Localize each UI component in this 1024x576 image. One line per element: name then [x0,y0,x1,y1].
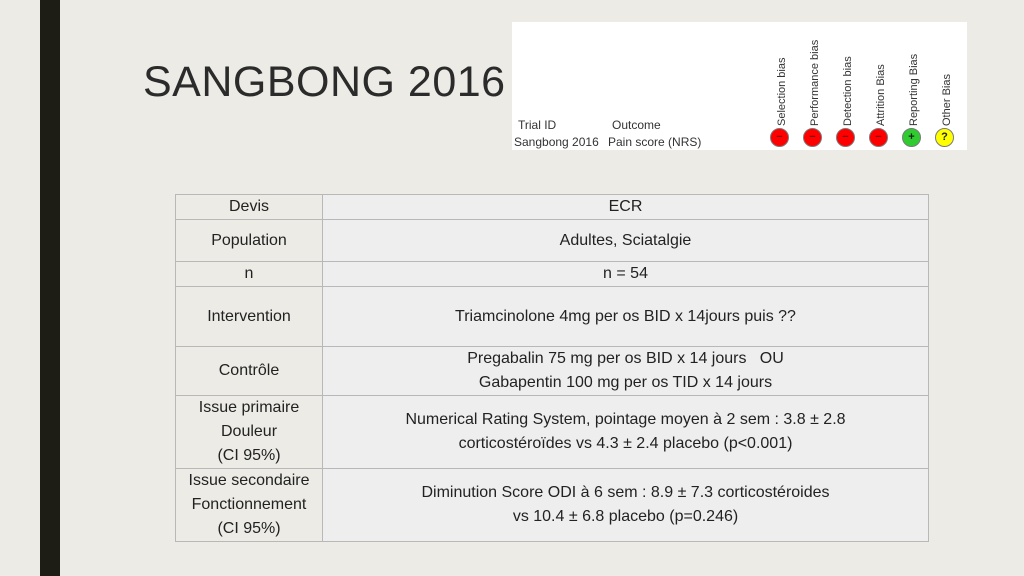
study-summary-table [175,194,929,542]
rob-domain-label: Detection bias [842,56,854,126]
slide-title: SANGBONG 2016 [143,58,506,106]
issue-primaire-label-2: Douleur [220,423,278,440]
table-row [176,396,929,469]
row-value-issue-primaire [323,396,929,469]
table-row [176,347,929,396]
issue-secondaire-label-1: Issue secondaire [188,472,310,489]
row-label-population: Population [176,220,323,262]
row-value-controle [323,347,929,396]
row-label-intervention: Intervention [176,287,323,347]
rob-judgement-circle: − [836,128,855,147]
issue-secondaire-value-1: Diminution Score ODI à 6 sem : 8.9 ± 7.3 corticostéroides [421,484,830,501]
rob-judgement-circle: − [869,128,888,147]
controle-line-2: Gabapentin 100 mg per os TID x 14 jours [478,374,773,391]
row-value-n: n = 54 [323,262,929,287]
table-row [176,287,929,347]
table-row [176,469,929,542]
rob-judgement-circle: + [902,128,921,147]
rob-domain-label: Other Bias [941,74,953,126]
row-value-intervention: Triamcinolone 4mg per os BID x 14jours puis ?? [323,287,929,347]
rob-domain-label: Selection bias [776,57,788,126]
row-label-n: n [176,262,323,287]
row-label-issue-primaire [176,396,323,469]
rob-judgement-circle: ? [935,128,954,147]
rob-outcome-header: Outcome [612,118,661,132]
rob-domain-label: Attrition Bias [875,64,887,126]
issue-secondaire-label-3: (CI 95%) [217,520,281,537]
left-accent-bar [40,0,60,576]
issue-primaire-value-2: corticostéroïdes vs 4.3 ± 2.4 placebo (p<0.001) [458,435,793,452]
rob-trial-id-header: Trial ID [518,118,557,132]
rob-judgement-circle: − [803,128,822,147]
row-label-controle: Contrôle [176,347,323,396]
issue-primaire-label-3: (CI 95%) [217,447,281,464]
rob-domain-label: Reporting Bias [908,53,920,126]
risk-of-bias-panel [512,22,967,150]
controle-line-1: Pregabalin 75 mg per os BID x 14 jours OU [467,350,784,367]
row-label-issue-secondaire [176,469,323,542]
issue-primaire-value-1: Numerical Rating System, pointage moyen à 2 sem : 3.8 ± 2.8 [405,411,846,428]
issue-primaire-label-1: Issue primaire [198,399,300,416]
rob-domain-label: Performance bias [809,39,821,126]
row-value-devis: ECR [323,195,929,220]
rob-judgement-circle: − [770,128,789,147]
table-row [176,220,929,262]
rob-outcome-name: Pain score (NRS) [608,135,702,149]
issue-secondaire-label-2: Fonctionnement [191,496,307,513]
rob-trial-name: Sangbong 2016 [514,135,599,149]
row-value-population: Adultes, Sciatalgie [323,220,929,262]
row-value-issue-secondaire [323,469,929,542]
table-row [176,262,929,287]
issue-secondaire-value-2: vs 10.4 ± 6.8 placebo (p=0.246) [512,508,739,525]
row-label-devis: Devis [176,195,323,220]
table-row [176,195,929,220]
